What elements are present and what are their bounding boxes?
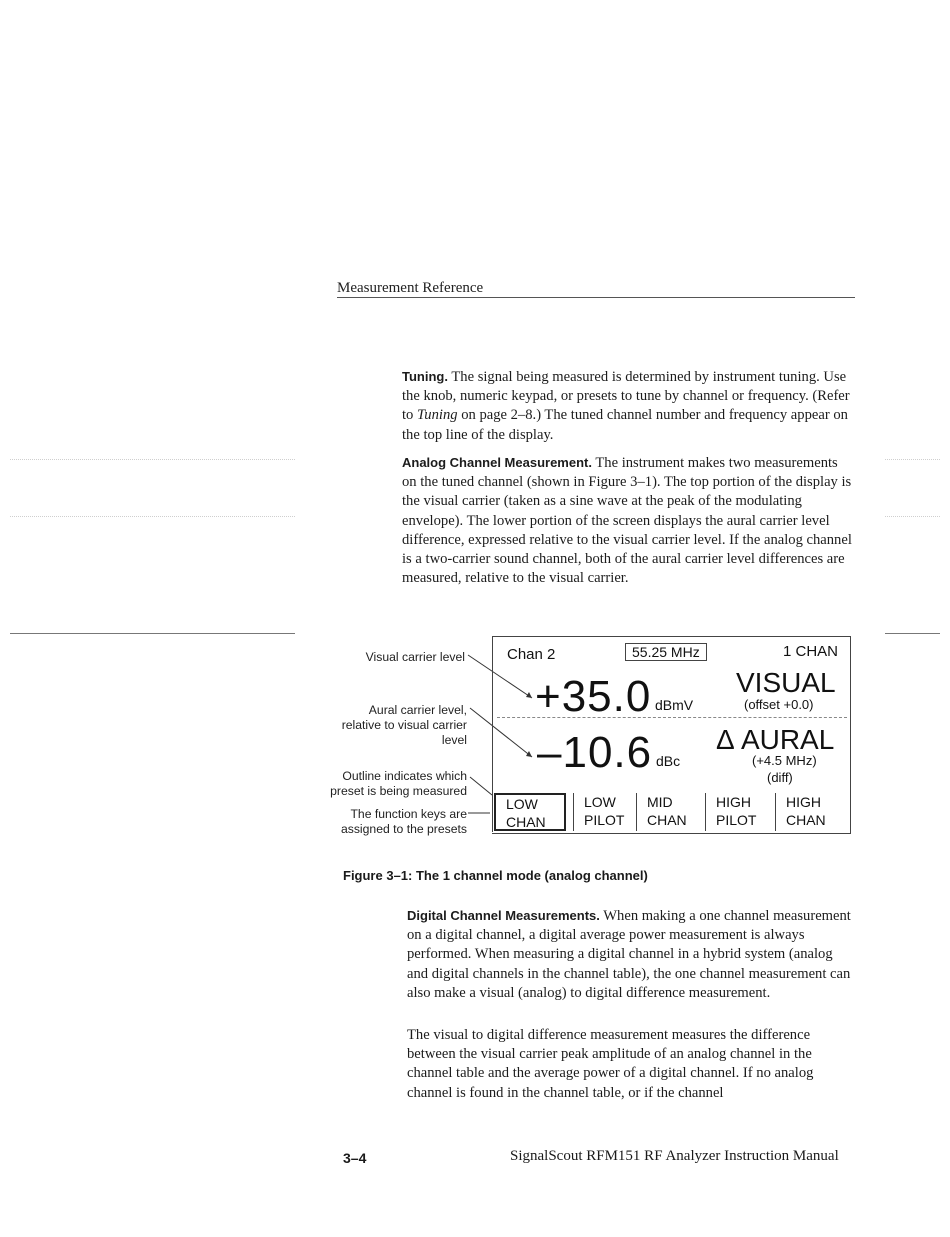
screen-divider [497,717,847,718]
visual-offset: (offset +0.0) [744,697,814,712]
aural-diff: (diff) [767,770,793,785]
margin-rule [10,633,295,634]
faint-rule [10,459,295,460]
header-rule [337,297,855,298]
figure-caption: Figure 3–1: The 1 channel mode (analog channel) [343,868,648,883]
fkey-low-pilot[interactable]: LOW PILOT [573,793,635,831]
margin-rule [885,633,940,634]
fkey-high-pilot[interactable]: HIGH PILOT [705,793,775,831]
channel-label: Chan 2 [507,646,556,663]
running-header: Measurement Reference [337,280,484,296]
page-number: 3–4 [343,1150,367,1166]
fkey-high-chan[interactable]: HIGH CHAN [775,793,842,831]
visual-label: VISUAL [736,667,836,698]
faint-rule [885,516,940,517]
tuning-paragraph: Tuning. The signal being measured is determined by instrument tuning. Use the knob, numeric keypad, or presets to tune by channel or frequency. (Refer to Tuning on page 2–8.) The tuned channel number and frequency appear on the top line of the display. [402,369,850,443]
analog-lead: Analog Channel Measurement. [402,455,592,470]
visual-digital-paragraph: The visual to digital difference measurement measures the difference between the visual carrier peak amplitude of an analog channel in the channel table and the average power of a digital channel. If no analog channel is found in the channel table, or if the channel [407,1027,814,1101]
mode-indicator: 1 CHAN [783,643,839,660]
aural-level-unit: dBc [656,753,681,769]
visual-level-unit: dBmV [655,697,694,713]
analog-paragraph: Analog Channel Measurement. The instrument makes two measurements on the tuned channel (shown in Figure 3–1). The top portion of the display is the visual carrier (taken as a sine wave at the peak of the modulating envelope). The lower portion of the screen displays the aural carrier level difference, expressed relative to the visual carrier level. If the analog channel is a two-carrier sound channel, both of the aural carrier level differences are measured, relative to the visual carrier. [402,455,852,587]
tuning-lead: Tuning. [402,369,448,384]
callout-outline: Outline indicates which preset is being measured [330,769,467,798]
fkey-low-chan[interactable]: LOW CHAN [494,793,566,831]
function-key-row [493,793,850,831]
faint-rule [10,516,295,517]
manual-title: SignalScout RFM151 RF Analyzer Instruction Manual [510,1148,839,1164]
aural-label: Δ AURAL [716,724,835,755]
frequency-readout: 55.25 MHz [625,643,707,661]
aural-frequency: (+4.5 MHz) [752,753,817,768]
callout-visual: Visual carrier level [365,650,465,664]
aural-level-value: –10.6 [537,728,653,777]
digital-lead: Digital Channel Measurements. [407,908,600,923]
fkey-mid-chan[interactable]: MID CHAN [636,793,704,831]
faint-rule [885,459,940,460]
callout-aural: Aural carrier level, relative to visual carrier level [341,703,467,747]
visual-level-value: +35.0 [535,672,652,721]
callout-function-keys: The function keys are assigned to the presets [340,807,467,836]
digital-paragraph: Digital Channel Measurements. When making a one channel measurement on a digital channel, a digital average power measurement is always performed. When measuring a digital channel in a hybrid system (analog and digital channels in the channel table), the one channel measurement can also make a visual (analog) to digital difference measurement. [407,908,851,1001]
